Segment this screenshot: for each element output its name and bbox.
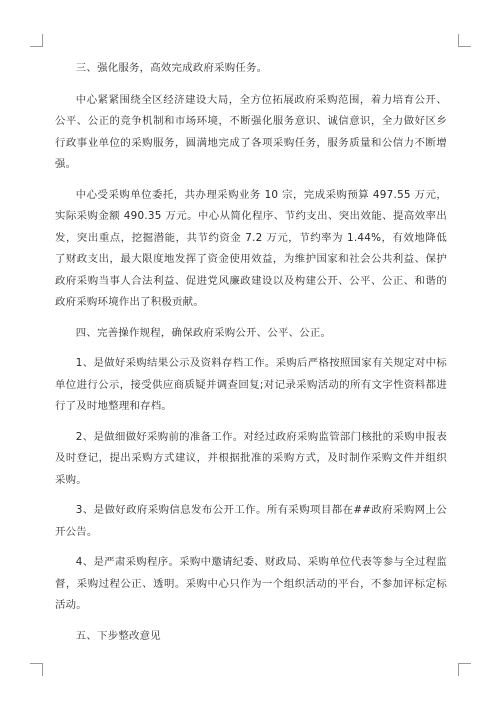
- list-item: 1、是做好采购结果公示及资料存档工作。采购后严格按照国家有关规定对中标单位进行公示，接受供应商质疑并调查回复;对记录采购活动的所有文字性资料都进行了及时地整理和存档。: [55, 357, 447, 412]
- list-item: 2、是做细做好采购前的准备工作。对经过政府采购监管部门核批的采购申报表及时登记，提出采购方式建议，并根据批准的采购方式，及时制作采购文件并组织采购。: [55, 430, 447, 486]
- crop-mark-top-left: [30, 34, 43, 47]
- crop-mark-bottom-left: [30, 663, 43, 676]
- section-heading-four: 四、完善操作规程，确保政府采购公开、公平、公正。: [75, 326, 332, 339]
- list-item: 3、是做好政府采购信息发布公开工作。所有采购项目都在##政府采购网上公开公告。: [55, 504, 447, 538]
- section-heading-three: 三、强化服务，高效完成政府采购任务。: [75, 62, 268, 74]
- list-item: 4、是严肃采购程序。采购中邀请纪委、财政局、采购单位代表等参与全过程监督，采购过程公正、透明。采购中心只作为一个组织活动的平台，不参加评标定标活动。: [55, 556, 447, 611]
- body-paragraph: 中心紧紧围绕全区经济建设大局，全方位拓展政府采购范围，着力培育公开、公平、公正的竞争机制和市场环境，不断强化服务意识、诚信意识，全力做好区乡行政事业单位的采购服务，圆满地完成了各项采购任务，服务质量和公信力不断增强。: [55, 93, 447, 170]
- document-page: [55, 58, 447, 658]
- section-heading-five: 五、下步整改意见: [75, 629, 161, 642]
- crop-mark-bottom-right: [458, 663, 471, 676]
- crop-mark-top-right: [458, 34, 471, 47]
- body-paragraph: 中心受采购单位委托，共办理采购业务 10 宗，完成采购预算 497.55 万元，实际采购金额 490.35 万元。中心从简化程序、节约支出、突出效能、提高效率出发，突出重点，挖掘潜能，共节约资金 7.2 万元，节约率为 1.44%，有效地降低了财政支出，最大限度地发挥了资金使用效益，为维护国家和社会公共利益、保护政府采购当事人合法利益、促进党风廉政建设以及构建公开、公平、公正、和谐的政府采购环境作出了积极贡献。: [55, 188, 447, 308]
